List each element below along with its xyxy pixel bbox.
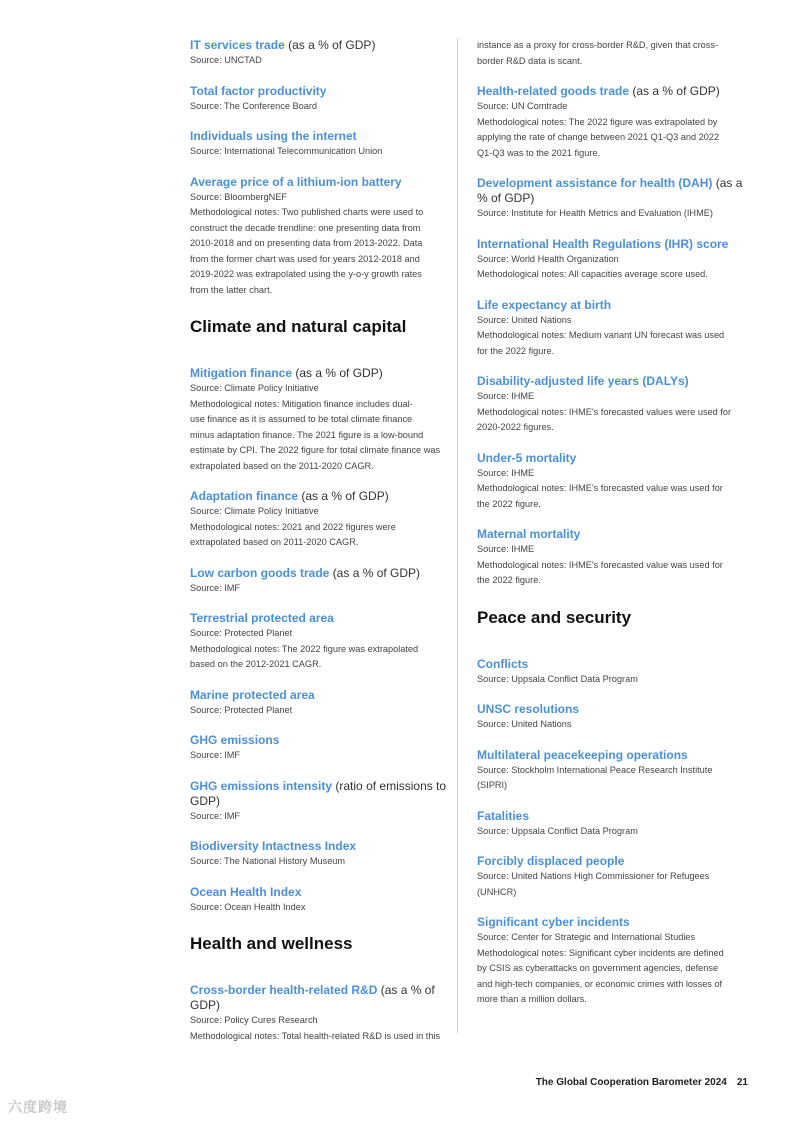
indicator-name: Under-5 mortality [477, 450, 577, 465]
indicator-source: Source: UNCTAD [190, 55, 262, 65]
methodological-note-line: 2019-2022 was extrapolated using the y-o-y growth rates [190, 269, 422, 279]
methodological-note-line: minus adaptation finance. The 2021 figure is a low-bound [190, 429, 424, 440]
methodological-note-line: more than a million dollars. [477, 994, 587, 1004]
indicator-source: Source: UN Comtrade [477, 101, 568, 111]
methodological-note-line: extrapolated based on the 2011-2020 CAGR. [190, 460, 374, 471]
methodological-note-line: Q1-Q3 was to the 2021 figure. [477, 147, 601, 158]
indicator-heading [477, 527, 749, 542]
climate-entries [190, 366, 451, 915]
indicator-name: Forcibly displaced people [477, 854, 625, 868]
watermark-logo: 六度跨境 [8, 1099, 68, 1115]
left-column [190, 38, 458, 1041]
indicator-unit: (as a % of GDP) [332, 565, 421, 580]
indicator-source: Source: IMF [190, 810, 241, 821]
indicator-entry [190, 688, 451, 719]
indicator-source: Source: Policy Cures Research [190, 1015, 318, 1025]
section-title-peace: Peace and security [477, 607, 632, 627]
indicator-source: Source: Uppsala Conflict Data Program [477, 825, 638, 836]
methodological-note-line: Methodological notes: 2021 and 2022 figures were [190, 521, 396, 532]
indicator-name: Low carbon goods trade [190, 565, 330, 580]
indicator-entry [190, 366, 451, 474]
indicator-name: Conflicts [477, 656, 529, 671]
indicator-entry [477, 854, 749, 900]
continuation-line: instance as a proxy for cross-border R&D, given that cross- [477, 40, 719, 50]
indicator-heading [190, 175, 451, 190]
indicator-name: Disability-adjusted life years (DALYs) [477, 374, 689, 388]
indicator-name: Average price of a lithium-ion battery [190, 174, 402, 189]
indicator-source: Source: The Conference Board [190, 100, 318, 111]
indicator-heading [190, 885, 451, 900]
indicator-entry [477, 451, 749, 513]
indicator-name: Adaptation finance [190, 489, 299, 503]
indicator-source: Source: Protected Planet [190, 628, 293, 638]
page-number: 21 [736, 1077, 748, 1088]
indicator-heading [477, 84, 749, 99]
indicator-heading [190, 839, 451, 854]
indicator-name: Maternal mortality [477, 527, 581, 541]
indicator-source: Source: Uppsala Conflict Data Program [477, 673, 638, 684]
indicator-name: UNSC resolutions [477, 702, 580, 716]
indicator-unit: (as a % of GDP) [301, 489, 389, 503]
indicator-entry [477, 237, 749, 283]
methodological-note-line: from the latter chart. [190, 284, 273, 295]
indicator-entry [190, 611, 451, 673]
indicator-entry [190, 129, 451, 160]
methodological-note-line: Methodological notes: The 2022 figure was extrapolated [190, 643, 419, 654]
indicator-unit: (as a % of GDP) [288, 38, 376, 52]
indicator-heading [477, 374, 749, 389]
methodological-note-line: Methodological notes: Two published charts were used to [190, 207, 424, 217]
methodological-note-line: Methodological notes: The 2022 figure was extrapolated by [477, 116, 718, 127]
indicator-entry [190, 84, 451, 115]
indicator-name: Mitigation finance [190, 366, 292, 380]
indicator-heading [477, 809, 749, 824]
indicator-name: GHG emissions intensity [190, 778, 333, 793]
methodological-note-line: Methodological notes: Total health-related R&D is used in this [190, 1030, 441, 1041]
indicator-name: Development assistance for health (DAH) [477, 176, 713, 190]
methodological-note-line: 2010-2018 and on presenting data from 2013-2022. Data [190, 238, 423, 248]
indicator-name: Cross-border health-related R&D [190, 983, 378, 997]
right-column [477, 38, 749, 1008]
indicator-entry [190, 885, 451, 916]
indicator-source: Source: United Nations [477, 719, 572, 729]
indicator-name: Significant cyber incidents [477, 915, 630, 929]
indicator-heading [190, 688, 451, 703]
indicator-source: Source: IHME [477, 391, 535, 401]
indicator-entry [190, 983, 451, 1044]
indicator-name: Terrestrial protected area [190, 611, 334, 625]
indicator-entry [190, 489, 451, 551]
indicator-heading [190, 129, 451, 144]
indicator-unit: (ratio of emissions to GDP) [190, 778, 447, 808]
indicator-entry [190, 839, 451, 870]
methodological-note-line: extrapolated based on 2011-2020 CAGR. [190, 537, 359, 547]
indicator-source: Source: Stockholm International Peace Research Institute [477, 764, 713, 775]
indicator-name: International Health Regulations (IHR) score [477, 236, 729, 251]
indicator-heading [190, 983, 451, 1013]
indicator-name: Ocean Health Index [190, 884, 302, 899]
left-top-entries [190, 38, 451, 298]
indicator-name: Multilateral peacekeeping operations [477, 747, 688, 762]
indicator-heading [190, 779, 451, 809]
methodological-note-line: the 2022 figure. [477, 575, 541, 585]
methodological-note-line: applying the rate of change between 2021 Q1-Q3 and 2022 [477, 132, 720, 142]
indicator-name: Individuals using the internet [190, 129, 357, 143]
methodological-note-line: for the 2022 figure. [477, 345, 555, 356]
indicator-name: Health-related goods trade [477, 84, 630, 98]
indicator-entry [190, 733, 451, 764]
indicator-entry [190, 779, 451, 825]
page-footer [536, 1077, 748, 1088]
indicator-source: Source: Institute for Health Metrics and Evaluation (IHME) [477, 208, 713, 218]
methodological-note-line: use finance as it is assumed to be total climate finance [190, 414, 413, 424]
indicator-heading [477, 176, 749, 206]
indicator-entry [477, 657, 749, 688]
methodological-note-line: by CSIS as cyberattacks on government agencies, defense [477, 963, 719, 973]
peace-entries [477, 657, 749, 1008]
indicator-source: Source: World Health Organization [477, 253, 619, 264]
indicator-entry [477, 374, 749, 436]
methodological-note-line: Methodological notes: Mitigation finance includes dual- [190, 398, 413, 409]
indicator-entry [477, 84, 749, 161]
indicator-source: Source: The National History Museum [190, 856, 346, 866]
indicator-entry [477, 527, 749, 589]
indicator-entry [477, 809, 749, 840]
indicator-heading [190, 489, 451, 504]
indicator-heading [477, 915, 749, 930]
indicator-entry [190, 38, 451, 69]
indicator-entry [190, 566, 451, 597]
continuation-line: border R&D data is scant. [477, 55, 583, 66]
indicator-unit: (as a % of GDP) [190, 983, 435, 1012]
indicator-source: Source: IMF [190, 750, 241, 760]
indicator-unit: (as a % of GDP) [477, 176, 743, 205]
indicator-source: Source: United Nations High Commissioner for Refugees [477, 871, 710, 881]
indicator-source: Source: Climate Policy Initiative [190, 383, 319, 393]
section-title-climate: Climate and natural capital [190, 317, 407, 336]
methodological-note-line: Methodological notes: IHME's forecasted value was used for [477, 559, 723, 570]
methodological-note-line: from the former chart was used for years 2012-2018 and [190, 253, 420, 264]
indicator-entry [477, 176, 749, 222]
indicator-entry [477, 298, 749, 360]
indicator-name: IT services trade [190, 38, 285, 52]
indicator-heading [477, 237, 749, 252]
indicator-name: GHG emissions [190, 733, 280, 747]
methodological-note-line: Methodological notes: Medium variant UN forecast was used [477, 330, 725, 340]
indicator-heading [190, 84, 451, 99]
indicator-source: Source: International Telecommunication Union [190, 146, 383, 156]
methodological-note-line: Methodological notes: Significant cyber incidents are defined [477, 947, 724, 958]
indicator-source: Source: IMF [190, 582, 241, 593]
methodological-note-line: construct the decade trendline: one presenting data from [190, 222, 421, 233]
indicator-name: Life expectancy at birth [477, 297, 612, 312]
methodological-note-line: (UNHCR) [477, 886, 517, 897]
indicator-source: Source: BloombergNEF [190, 191, 288, 202]
footer-title: The Global Cooperation Barometer 2024 [535, 1077, 727, 1088]
indicator-heading [477, 298, 749, 313]
methodological-note-line: (SIPRI) [477, 780, 508, 790]
health-entries [190, 983, 451, 1044]
methodological-note-line: based on the 2012-2021 CAGR. [190, 659, 322, 669]
indicator-heading [477, 702, 749, 717]
methodological-note-line: Methodological notes: All capacities average score used. [477, 269, 708, 279]
indicator-heading [190, 611, 451, 626]
indicator-heading [190, 366, 451, 381]
indicator-entry [477, 748, 749, 794]
methodological-note-line: Methodological notes: IHME's forecasted value was used for [477, 483, 723, 493]
indicator-source: Source: IHME [477, 467, 535, 478]
indicator-source: Source: IHME [477, 544, 535, 554]
indicator-source: Source: Ocean Health Index [190, 901, 306, 912]
indicator-heading [477, 748, 749, 763]
indicator-heading [477, 657, 749, 672]
indicator-source: Source: Center for Strategic and International Studies [477, 932, 696, 942]
indicator-name: Biodiversity Intactness Index [190, 839, 357, 853]
indicator-heading [190, 566, 451, 581]
indicator-heading [477, 451, 749, 466]
indicator-entry [477, 702, 749, 733]
indicator-heading [190, 38, 451, 53]
indicator-unit: (as a % of GDP) [295, 366, 383, 380]
indicator-source: Source: Protected Planet [190, 704, 293, 715]
health-entries-continued [477, 84, 749, 589]
indicator-entry [190, 175, 451, 299]
methodological-note-line: the 2022 figure. [477, 498, 541, 509]
indicator-name: Fatalities [477, 808, 530, 823]
methodological-note-line: and high-tech companies, or economic crimes with losses of [477, 978, 723, 989]
indicator-source: Source: Climate Policy Initiative [190, 506, 319, 516]
indicator-name: Marine protected area [190, 687, 315, 702]
continuation-text [477, 38, 749, 69]
indicator-entry [477, 915, 749, 1008]
indicator-source: Source: United Nations [477, 314, 572, 325]
methodological-note-line: Methodological notes: IHME's forecasted values were used for [477, 406, 732, 417]
indicator-name: Total factor productivity [190, 83, 327, 98]
section-title-health: Health and wellness [190, 934, 353, 953]
methodological-note-line: 2020-2022 figures. [477, 422, 554, 432]
indicator-unit: (as a % of GDP) [632, 84, 720, 98]
indicator-heading [190, 733, 451, 748]
indicator-heading [477, 854, 749, 869]
methodological-note-line: estimate by CPI. The 2022 figure for total climate finance was [190, 445, 441, 455]
